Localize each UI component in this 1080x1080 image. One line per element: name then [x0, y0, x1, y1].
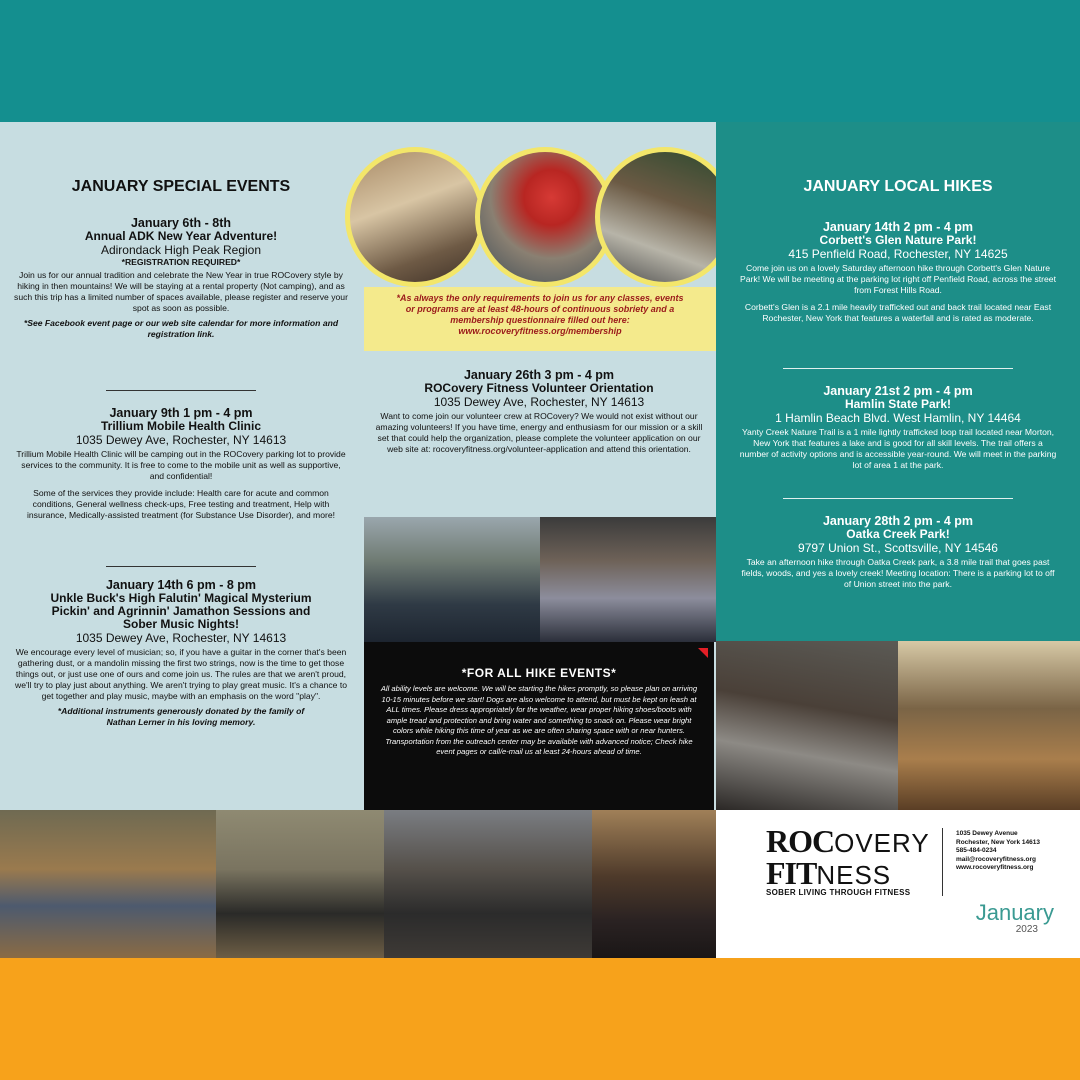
rocovery-logo [766, 823, 930, 891]
website-link[interactable]: www.rocoveryfitness.org [956, 864, 1034, 871]
event-required: *REGISTRATION REQUIRED* [121, 257, 241, 267]
event-body: Join us for our annual tradition and celebrate the New Year in true ROCovery style by hiking in then mountains! We will be staying at a rental property (Not camping), and as such this trip has a limited number of spaces available, please register and reserve your spot as soon as possible. [14, 270, 348, 313]
top-band [0, 0, 1080, 122]
event-note: *Additional instruments generously donated by the family of Nathan Lerner in his loving memory. [57, 706, 305, 727]
hike-events-heading: *FOR ALL HIKE EVENTS* [461, 666, 617, 680]
membership-link[interactable]: www.rocoveryfitness.org/membership [458, 326, 622, 336]
divider [783, 498, 1013, 499]
hike-body: Come join us on a lovely Saturday afternoon hike through Corbett's Glen Nature Park! We will be meeting at the parking lot right off Penfield Road, across the street from Forest Hills Road. [740, 263, 1056, 295]
newsletter-sheet [0, 122, 1080, 958]
address-street: 1035 Dewey Avenue [956, 830, 1018, 837]
corner-triangle [698, 648, 708, 658]
special-events-heading: JANUARY SPECIAL EVENTS [71, 178, 291, 195]
event-location: 1035 Dewey Ave, Rochester, NY 14613 [75, 433, 287, 447]
photo-hikers-autumn [0, 810, 216, 958]
hike-body: Yanty Creek Nature Trail is a 1 mile lightly trafficked loop trail located near Morton, New York that features a lake and is good for all skill levels. The trail offers a number of activity options and is accessible year-round. We will meet in the parking lot of area 1 at the park. [739, 427, 1057, 470]
divider [106, 566, 256, 567]
hike-location: 415 Penfield Road, Rochester, NY 14625 [788, 247, 1008, 261]
logo-roc: ROC [766, 823, 835, 859]
issue-month: January [975, 900, 1054, 925]
event-title: ROCovery Fitness Volunteer Orientation [424, 381, 654, 395]
contact-info [956, 830, 1040, 873]
event-body: We encourage every level of musician; so, if you have a guitar in the corner that's been gathering dust, or a mandolin missing the first two strings, now is the time to get those things out, or just use one of ours and come join us. The rules are that we aren't proud, we'll try to play just about anything. We aren't trying to play great music. It's a chance to get together and play music, maybe with an emphasis on the word "play". [15, 647, 347, 701]
hike-date: January 28th 2 pm - 4 pm [822, 514, 974, 528]
hike-corbetts-glen [738, 220, 1058, 324]
event-body: Trillium Mobile Health Clinic will be camping out in the ROCovery parking lot to provide services to the community. It is free to come to the mobile unit as well as supportive, and confidential! [16, 449, 346, 481]
local-hikes-heading: JANUARY LOCAL HIKES [803, 178, 993, 195]
phone: 585-484-0234 [956, 847, 997, 854]
photo-puzzle-room [716, 641, 898, 810]
logo-tagline: SOBER LIVING THROUGH FITNESS [766, 888, 911, 897]
hike-oatka [738, 514, 1058, 590]
event-body: Want to come join our volunteer crew at ROCovery? We would not exist without our amazing volunteers! If you have time, energy and enthusiasm for our mission or a skill set that could help the organization, please complete the volunteer application on our web site at: rocoveryfitness.org/volunteer-application and attend this orientation. [375, 411, 703, 454]
hike-location: 1 Hamlin Beach Blvd. West Hamlin, NY 14464 [775, 411, 1021, 425]
hike-title: Hamlin State Park! [844, 397, 952, 411]
photo-santa [475, 147, 615, 287]
event-jam [14, 578, 348, 728]
email-link[interactable]: mail@rocoveryfitness.org [956, 855, 1037, 863]
event-location: Adirondack High Peak Region [100, 243, 262, 257]
hike-events-body: All ability levels are welcome. We will be starting the hikes promptly, so please plan on arriving 10-15 minutes before we start! Dogs are also welcome to attend, but must be kept on leash at ALL times. Please dress appropriately for the weather, wear proper hiking shoes/boots with ample tread and protection and bring water and something to snack on. Please wear bright colors while hiking this time of year as we are often sharing space with or near hunters. Transportation from the outreach center may be available with advanced notice; Check hike event pages or call/e-mail us at least 24-hours ahead of time. [380, 684, 698, 756]
event-date: January 9th 1 pm - 4 pm [109, 406, 253, 420]
photo-ping-pong [345, 147, 485, 287]
hike-title: Corbett's Glen Nature Park! [819, 233, 977, 247]
photo-volunteers [364, 517, 540, 642]
event-location: 1035 Dewey Ave, Rochester, NY 14613 [433, 395, 645, 409]
logo-ness: NESS [816, 860, 892, 890]
requirements-text: *As always the only requirements to join us for any classes, events or programs are at least 48-hours of continuous sobriety and a membership questionnaire filled out here: [396, 293, 684, 325]
issue-year: 2023 [1015, 924, 1038, 935]
logo-divider [942, 828, 943, 896]
hike-location: 9797 Union St., Scottsville, NY 14546 [798, 541, 998, 555]
hike-title: Oatka Creek Park! [846, 527, 950, 541]
photo-gym-crew [384, 810, 592, 958]
event-date: January 26th 3 pm - 4 pm [463, 368, 615, 382]
event-adk [14, 216, 348, 340]
event-date: January 6th - 8th [130, 216, 232, 230]
divider [783, 368, 1013, 369]
local-hikes-column [716, 122, 1080, 641]
photo-forest-trail [898, 641, 1080, 810]
requirements-box [364, 287, 716, 351]
photo-gym-group [540, 517, 716, 642]
address-city: Rochester, New York 14613 [956, 838, 1040, 846]
photo-guitar-player [592, 810, 716, 958]
event-location: 1035 Dewey Ave, Rochester, NY 14613 [75, 631, 287, 645]
hike-date: January 21st 2 pm - 4 pm [823, 384, 973, 398]
hike-date: January 14th 2 pm - 4 pm [822, 220, 974, 234]
event-title: Annual ADK New Year Adventure! [84, 229, 278, 243]
photo-drums [595, 147, 735, 287]
hike-events-box [364, 642, 714, 810]
photo-trail-walkers [216, 810, 384, 958]
event-trillium [14, 406, 348, 521]
hike-hamlin [738, 384, 1058, 471]
event-note: *See Facebook event page or our web site calendar for more information and registration link. [23, 318, 339, 339]
event-date: January 14th 6 pm - 8 pm [105, 578, 257, 592]
logo-panel [716, 810, 1080, 958]
hike-body: Take an afternoon hike through Oatka Creek park, a 3.8 mile trail that goes past fields, woods, and yes a lovely creek! Meeting location: There is a parking lot to off of Union street into the park. [741, 557, 1055, 589]
event-title: Unkle Buck's High Falutin' Magical Mysterium Pickin' and Agrinnin' Jamathon Sessions and Sober Music Nights! [50, 591, 312, 631]
logo-overy: OVERY [834, 828, 930, 858]
hike-body-2: Corbett's Glen is a 2.1 mile heavily trafficked out and back trail located near East Rochester, New York that features a waterfall and is rated as moderate. [744, 302, 1052, 323]
bottom-band [0, 958, 1080, 1080]
divider [106, 390, 256, 391]
logo-fit: FIT [766, 855, 817, 891]
event-title: Trillium Mobile Health Clinic [100, 419, 262, 433]
event-volunteer [374, 368, 704, 455]
special-events-column [0, 122, 362, 810]
event-body-2: Some of the services they provide include: Health care for acute and common conditions, General wellness check-ups, Free testing and treatment, Help with insurance, Medically-assisted treatment (for Substance Use Disorder), and more! [26, 488, 336, 520]
